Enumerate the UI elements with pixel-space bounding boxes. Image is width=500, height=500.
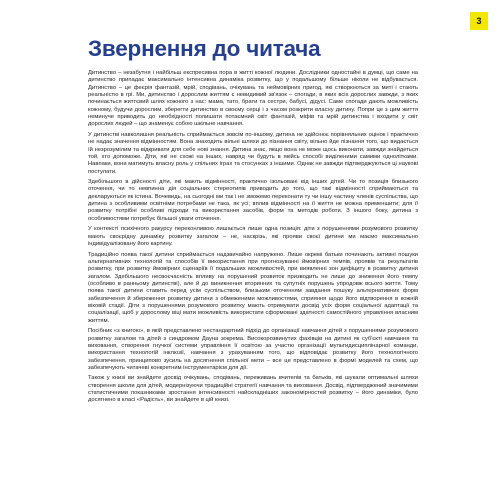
paragraph: У контексті психічного ракурсу переконливою лишається лише одна позиція: діти з порушеннями розумового розвитку мають своєрідну динаміку розвитку загалом – не, наскрізь, які прояви своєї дитини ми маємо максимально індивідуалізовану його картину. <box>88 226 418 247</box>
page-title: Звернення до читача <box>88 36 321 61</box>
paragraph: У дитинстві навколишня реальність сприймається зовсім по-іншому, дитина не здійснює порівняльних оцінок і практично не надає значення відмінностям. Вона знаходить вільні шляхи до пізнання світу, вільно йде пізнання того, що видається їй незрозумілим та відкривати для себе нові знання. Дитина знає, якщо вона не може щось виконати, завжди знайдеться той, хто допоможе. Діти, які не схожі на інших, навряд чи будуть в якійсь способі виділеними самими однолітками. Навпаки, вони матимуть власну роль у спільних іграх та стосунках з іншими. Однак не завжди підтверджуються ці наукові постулати. <box>88 131 418 175</box>
document-body <box>88 36 418 408</box>
page-number-badge: 3 <box>470 12 488 30</box>
paragraph: Дитинство – незабутня і найбільш експресивна пора в житті кожної людини. Дослідники одностайні в думці, що саме на дитинство припадає максимально інтенсивна динаміка розвитку, що у подальшому більше ніколи не відбувається. Дитинство – це феєрія фантазій, мрій, сподівань, очікувань та неймовірних пригод, які створюються за миті і стають реальністю в грі. Ми, дитинство і дорослим життям є невидимий зв'язок – спогади, в яких всіх дорослих завжди, з яких починається життєвий шлях кожного з нас: мама, тато, брати та сестри, бабусі, дідусі. Саме спогади дають можливість кожному, будучи дорослим, зберегти дитинство в своєму серці і з часом розкрити власну дитину. Попри це з цим життя неминуче приводить до необхідності полишати потаємний світ фантазій, міфів та мрій дитинства і входити у світ дорослих людей – що знаменує собою шкільне навчання. <box>88 69 418 128</box>
paragraph: Посібник «з книгою», в якій представлено нестандартний підхід до організації навчання дітей з порушеннями розумового розвитку загалом та дітей з синдромом Дауна зокрема. Високорозвинутих фахівців на дитині як суб'єкті навчання та виховання, створення гнучкої системи управління її освітою за участю організації мультидисциплінарної команди, використання технологій інклюзії, навчання з урахуванням того, що відповідає розвитку його технологічного забезпечення, принципово зусиль на досягнення спільної мети – все це представлено в формі моделей та схем, що забезпечують читачеві конкретним інструментарієм для дії. <box>88 328 418 371</box>
paragraph: Традиційно поява такої дитини сприймається надзвичайно напружено. Лише окремі батьки починають активні пошуки альтернативних технологій та способів її використання при прогнозуванні ймовірних темпів, проявів та результатів розвитку, при розвитку ймовірних сценаріїв її подальших можливостей, при виявленні зон дефіциту в розвитку дитини загалом. Здебільшого несвоєчасність впливу на порушений розвиток призводить не лише до зниження його темпу (особливо в ранньому дитинстві), але й до виникнення вторинних та супутніх порушень упродовж всього життя. Тому поява такої дитини ставить перед усім суспільством, близьким оточенням завдання пошуку альтернативних форм забезпечення й збереження розвитку дитини з обмеженими можливостями, сприяння щодо його відтворення в кожній віковій стадії. Діти з порушеннями розумового розвитку мають отримувати досвід усіх форм соціальної адаптації та соціалізації, щоб у дорослому віці мати можливість використати сформовані здатності самостійного управління власним життям. <box>88 251 418 324</box>
paragraph: Здебільшого в дійсності діти, які мають відмінності, практично ізольовані від інших дітей. Чи то позиція близького оточення, чи то невпинна дія соціальних стереотипів приводить до того, що такі відмінності сприймаються та декларуються як істина. Вочевидь, на сьогодні ми так і не зможемо переконати ту чи іншу частину членів суспільства, що дитина з особливими освітніми потребами не така, як усі; вплив відмінності на її життя не можна применшити; для її розвитку потрібні особливі підходи та використання засобів, форм та методів роботи. З іншого боку, дитина з особливостями потребує більшої уваги оточення. <box>88 179 418 222</box>
paragraph: Також у книзі ви знайдете досвід очікувань, сподівань, переживань вчителів та батьків, які шукали оптимальні шляхи створення школи для дітей, модернізуючи традиційні стратегії навчання та виховання. Досвід, підтверджений значимими статистичними показниками зростання інтенсивності найскладніших закономірностей розвитку – його динаміки, було досягнено в класі «Радість», ви знайдете в цій книзі. <box>88 375 418 404</box>
